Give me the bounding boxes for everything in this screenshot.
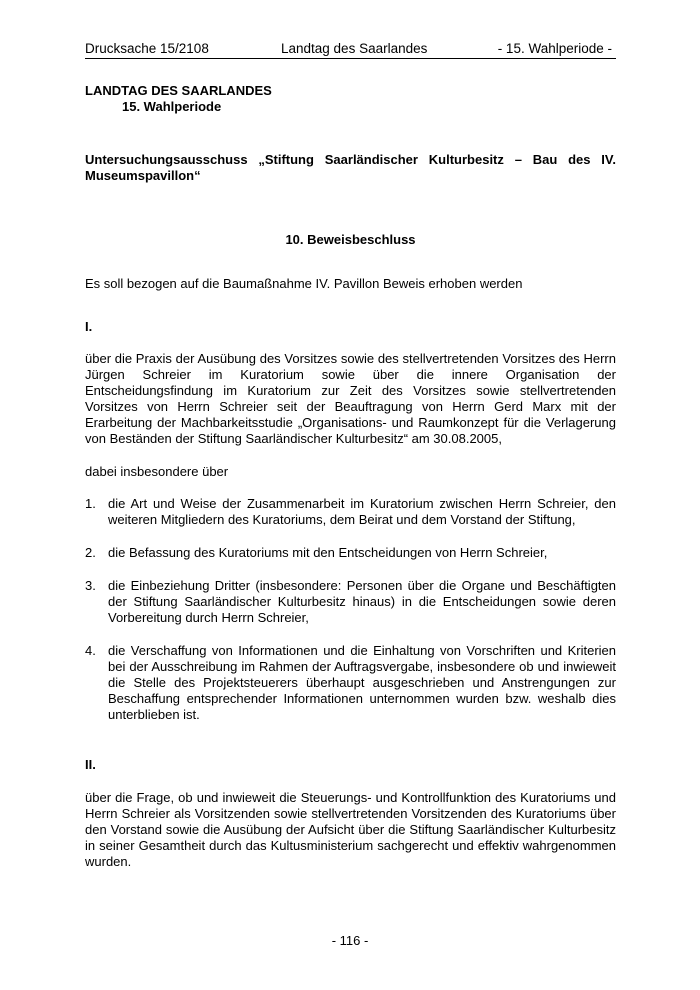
- resolution-title: 10. Beweisbeschluss: [285, 232, 416, 247]
- list-item: [85, 545, 616, 561]
- list-item-number: 2.: [85, 545, 96, 560]
- document-title: [85, 83, 616, 115]
- header-period: - 15. Wahlperiode -: [497, 41, 612, 56]
- document-page: [85, 40, 616, 870]
- list-item-number: 1.: [85, 496, 96, 511]
- title-period: 15. Wahlperiode: [122, 99, 222, 114]
- title-parliament: LANDTAG DES SAARLANDES: [85, 83, 272, 98]
- intro-text: Es soll bezogen auf die Baumaßnahme IV. Pavillon Beweis erhoben werden: [85, 276, 523, 291]
- list-item: [85, 578, 616, 626]
- section-2-text: über die Frage, ob und inwieweit die Steuerungs- und Kontrollfunktion des Kuratoriums und Herrn Schreier als Vorsitzenden sowie stellvertretenden Vorsitzenden des Kuratoriums über den Vorstand sowie die Ausübung der Aufsicht über die Stiftung Saarländischer Kulturbesitz in seiner Gesamtheit durch das Kultusministerium sachgerecht und effektiv wahrgenommen wurden.: [85, 790, 616, 869]
- page-header: [85, 40, 616, 59]
- list-item-text: die Befassung des Kuratoriums mit den Entscheidungen von Herrn Schreier,: [108, 545, 548, 560]
- list-item-number: 4.: [85, 643, 96, 658]
- list-item-number: 3.: [85, 578, 96, 593]
- list-item: [85, 643, 616, 723]
- section-1-text: über die Praxis der Ausübung des Vorsitzes sowie des stellvertretenden Vorsitzes des Herrn Jürgen Schreier im Kuratorium sowie über die innere Organisation der Entscheidungsfindung im Kuratorium zur Zeit des Vorsitzes sowie stellvertretenden Vorsitzes von Herrn Schreier seit der Beauftragung von Herrn Gerd Marx mit der Erarbeitung der Machbarkeitsstudie „Organisations- und Raumkonzept für die Verlagerung von Beständen der Stiftung Saarländischer Kulturbesitz“ am 30.08.2005,: [85, 351, 616, 446]
- section-heading-1: I.: [85, 319, 93, 334]
- list-item: [85, 496, 616, 528]
- list-item-text: die Art und Weise der Zusammenarbeit im Kuratorium zwischen Herrn Schreier, den weiteren Mitgliedern des Kuratoriums, dem Beirat und dem Vorstand der Stiftung,: [108, 496, 616, 527]
- list-item-text: die Verschaffung von Informationen und die Einhaltung von Vorschriften und Kriterien bei der Ausschreibung im Rahmen der Auftragsvergabe, insbesondere ob und inwieweit die Stelle des Projektsteuerers überhaupt ausgeschrieben und Anstrengungen zur Beschaffung entsprechender Informationen unternommen wurden bzw. weshalb dies unterblieben ist.: [108, 643, 616, 722]
- list-item-text: die Einbeziehung Dritter (insbesondere: Personen über die Organe und Beschäftigten der Stiftung Saarländischer Kulturbesitz hinaus) in die Entscheidungen sowie deren Vorbereitung durch Herrn Schreier,: [108, 578, 616, 625]
- header-document-number: Drucksache 15/2108: [85, 41, 209, 56]
- section-1-list: [85, 496, 616, 723]
- section-heading-2: II.: [85, 757, 96, 772]
- section-1-lead: dabei insbesondere über: [85, 464, 229, 479]
- page-number: - 116 -: [331, 933, 369, 948]
- committee-name: Untersuchungsausschuss „Stiftung Saarländischer Kulturbesitz – Bau des IV. Museumspavillon“: [85, 152, 616, 183]
- header-parliament: Landtag des Saarlandes: [281, 41, 428, 56]
